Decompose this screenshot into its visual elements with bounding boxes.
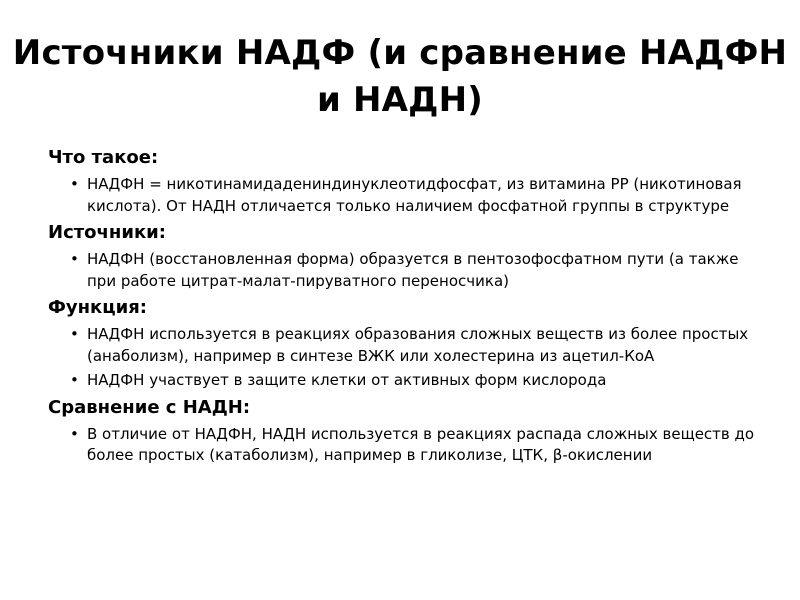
bullet-dot-icon: • — [70, 371, 79, 389]
bullet-dot-icon: • — [70, 175, 79, 193]
bullet-dot-icon: • — [70, 325, 79, 343]
section-heading-function: Функция: — [48, 297, 147, 318]
bullet-text: В отличие от НАДФН, НАДН используется в реакциях распада сложных веществ до более простых (катаболизм), например в гликолизе, ЦТК, β-окислении — [87, 424, 755, 464]
slide-content — [48, 146, 768, 470]
bullet-list-what — [48, 174, 768, 217]
list-item — [48, 424, 768, 467]
list-item — [48, 174, 768, 217]
section-heading-comparison: Сравнение с НАДН: — [48, 396, 251, 418]
bullet-text: НАДФН участвует в защите клетки от активных форм кислорода — [87, 371, 607, 389]
section-heading-what: Что такое: — [48, 147, 159, 168]
list-item — [48, 370, 768, 392]
bullet-list-comparison — [48, 424, 768, 467]
slide-title: Источники НАДФ (и сравнение НАДФН и НАДН) — [12, 33, 788, 120]
bullet-list-function — [48, 324, 768, 392]
bullet-dot-icon: • — [70, 424, 79, 443]
section-heading-sources: Источники: — [48, 222, 166, 243]
bullet-list-sources — [48, 249, 768, 292]
list-item — [48, 249, 768, 292]
list-item — [48, 324, 768, 367]
bullet-text: НАДФН (восстановленная форма) образуется в пентозофосфатном пути (а также при работе цитрат-малат-пируватного переносчика) — [87, 250, 739, 290]
bullet-text: НАДФН используется в реакциях образования сложных веществ из более простых (анаболизм), например в синтезе ВЖК или холестерина из ацетил-КоА — [87, 325, 749, 365]
bullet-dot-icon: • — [70, 250, 79, 268]
bullet-text: НАДФН = никотинамидадениндинуклеотидфосфат, из витамина РР (никотиновая кислота). От НАДН отличается только наличием фосфатной группы в структуре — [87, 175, 742, 215]
